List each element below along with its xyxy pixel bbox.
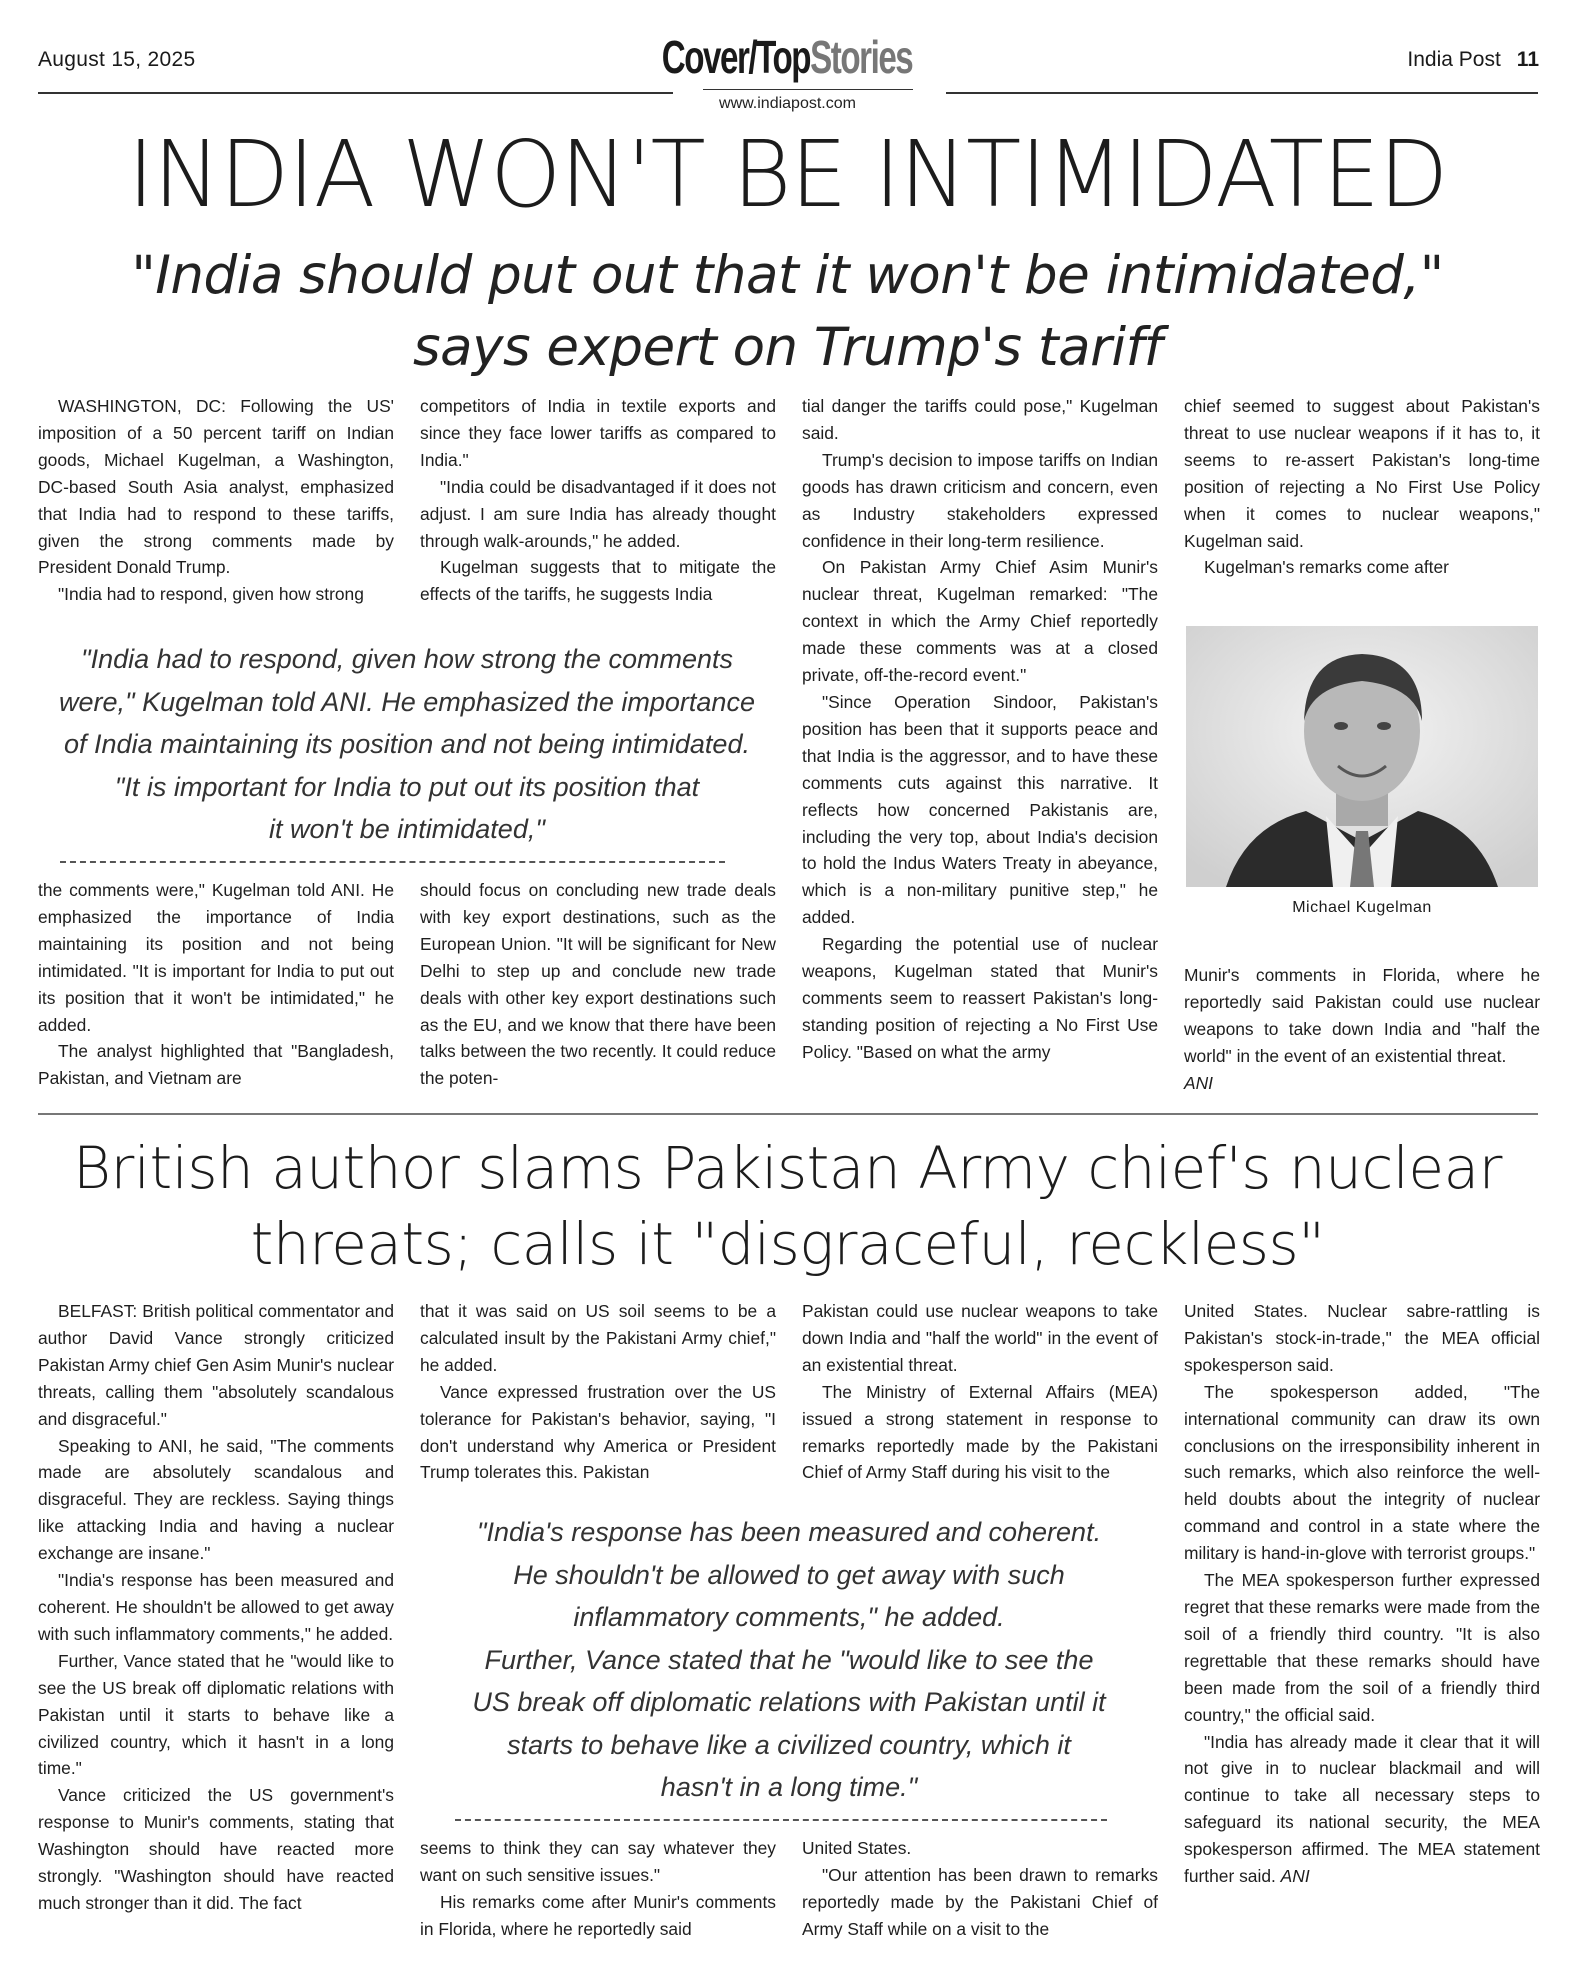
story1-headline: INDIA WON'T BE INTIMIDATED: [127, 121, 1448, 228]
story-divider: [38, 1113, 1538, 1115]
story2-col2-bottom: [420, 1835, 776, 1943]
paragraph: "Since Operation Sindoor, Pakistan's position has been that it supports peace and that India is the aggressor, and to have these comments cuts against this narrative. It reflects how concerned Pakistanis are, including the very top, about India's decision to hold the Indus Waters Treaty in abeyance, which is a non-military punitive step," he added.: [802, 691, 1158, 928]
paragraph: chief seemed to suggest about Pakistan's threat to use nuclear weapons if it has to, it seems to re-assert Pakistan's long-time position of rejecting a No First Use Policy when it comes to nuclear weapons," Kugelman said.: [1184, 396, 1540, 551]
story1-deck: [60, 240, 1515, 384]
paragraph: BELFAST: British political commentator and author David Vance strongly criticized Pakistan Army chief Gen Asim Munir's nuclear threats, calling them "absolutely scandalous and disgraceful.": [38, 1301, 394, 1429]
paragraph: competitors of India in textile exports and since they face lower tariffs as compared to India.": [420, 396, 776, 470]
story2-col1: [38, 1298, 394, 1917]
paragraph: Further, Vance stated that he "would like to see the US break off diplomatic relations with Pakistan until it starts to behave like a civilized country, which it hasn't in a long time.": [38, 1650, 394, 1779]
paragraph: Kugelman's remarks come after: [1204, 557, 1449, 578]
paragraph: [1184, 1729, 1540, 1890]
story2-col3-bottom: [802, 1835, 1158, 1943]
masthead-rule-right: [946, 92, 1538, 94]
story2-credit: ANI: [1280, 1866, 1310, 1887]
paragraph: United States. Nuclear sabre-rattling is Pakistan's stock-in-trade," the MEA official spokesperson said.: [1184, 1301, 1540, 1375]
story2-col4: [1184, 1298, 1540, 1890]
paragraph-text: Munir's comments in Florida, where he reportedly said Pakistan could use nuclear weapons to take down India and "half the world" in the event of an existential threat.: [1184, 965, 1540, 1066]
section-title: [0, 31, 1575, 83]
story1-col4-top: [1184, 393, 1540, 581]
paragraph: On Pakistan Army Chief Asim Munir's nuclear threat, Kugelman remarked: "The context in which the Army Chief reportedly made these comments was at a closed private, off-the-record event.": [802, 557, 1158, 686]
pullquote-line: starts to behave like a civilized country, which it: [507, 1729, 1071, 1760]
photo-caption: Michael Kugelman: [1292, 899, 1432, 916]
paragraph-text: "India has already made it clear that it will not give in to nuclear blackmail and will continue to take all necessary steps to safeguard its national security, the MEA spokesperson affirmed. The MEA statement further said.: [1184, 1731, 1540, 1887]
story1-pullquote: [38, 638, 776, 851]
story1-deck-line2: says expert on Trump's tariff: [413, 317, 1162, 378]
paragraph: The Ministry of External Affairs (MEA) issued a strong statement in response to remarks reportedly made by the Pakistani Chief of Army Staff during his visit to the: [802, 1381, 1158, 1483]
paragraph: Pakistan could use nuclear weapons to take down India and "half the world" in the event of an existential threat.: [802, 1301, 1158, 1375]
story1-credit: ANI: [1184, 1072, 1213, 1093]
pullquote-line: of India maintaining its position and not being intimidated.: [64, 729, 750, 759]
pullquote-line: hasn't in a long time.": [660, 1772, 918, 1802]
masthead-rule-left: [38, 92, 673, 94]
paragraph: "India's response has been measured and coherent. He shouldn't be allowed to get away with such inflammatory comments," he added.: [38, 1570, 394, 1644]
publication-page: [1407, 48, 1539, 72]
pullquote-line: "India's response has been measured and coherent.: [476, 1517, 1102, 1547]
paragraph: seems to think they can say whatever they want on such sensitive issues.": [420, 1838, 776, 1885]
story2-headline-line1: British author slams Pakistan Army chief's nuclear: [73, 1134, 1502, 1202]
section-title-part2: Stories: [810, 31, 913, 83]
paragraph: Vance criticized the US government's response to Munir's comments, stating that Washington should have reacted more strongly. "Washington should have reacted much stronger than it did. The fact: [38, 1785, 394, 1913]
pullquote-line: US break off diplomatic relations with Pakistan until it: [472, 1687, 1106, 1717]
pullquote-line: were," Kugelman told ANI. He emphasized the importance: [59, 686, 755, 717]
paragraph: United States.: [802, 1838, 912, 1858]
story1-col2-bottom: [420, 877, 776, 1092]
story2-headline-line2: threats; calls it "disgraceful, reckless": [250, 1210, 1325, 1278]
pullquote-line: "India had to respond, given how strong the comments: [81, 644, 733, 674]
page-number: 11: [1516, 48, 1539, 71]
kugelman-photo: [1186, 626, 1538, 887]
paragraph: Kugelman suggests that to mitigate the effects of the tariffs, he suggests India: [420, 557, 776, 605]
story1-col3: [802, 393, 1158, 1066]
paragraph: Regarding the potential use of nuclear weapons, Kugelman stated that Munir's comments seem to reassert Pakistan's long-standing position of rejecting a No First Use Policy. "Based on what the army: [802, 934, 1158, 1062]
story1-col2-top: [420, 393, 776, 608]
paragraph: The analyst highlighted that "Bangladesh, Pakistan, and Vietnam are: [38, 1041, 394, 1089]
story1-col1-top: [38, 393, 394, 608]
paragraph: WASHINGTON, DC: Following the US' imposition of a 50 percent tariff on Indian goods, Michael Kugelman, a Washington, DC-based South Asia analyst, emphasized that India had to respond to these tariffs, given the strong comments made by President Donald Trump.: [38, 396, 394, 578]
pullquote-line: "It is important for India to put out its position that: [114, 771, 700, 802]
site-url: www.indiapost.com: [719, 95, 856, 112]
story1-col1-bottom: [38, 877, 394, 1092]
pullquote-line: it won't be intimidated,": [269, 814, 545, 844]
pullquote-rule: [455, 1819, 1107, 1821]
paragraph: "Our attention has been drawn to remarks reportedly made by the Pakistani Chief of Army Staff while on a visit to the: [802, 1864, 1158, 1939]
story1-col4-bottom: [1184, 962, 1540, 1097]
issue-date: August 15, 2025: [38, 48, 196, 71]
pullquote-rule: [60, 861, 725, 863]
section-title-part1: Cover/Top: [662, 31, 811, 83]
story1-deck-line1: "India should put out that it won't be intimidated,": [131, 245, 1444, 306]
paragraph: tial danger the tariffs could pose," Kugelman said.: [802, 396, 1158, 443]
paragraph: should focus on concluding new trade deals with key export destinations, such as the European Union. "It will be significant for New Delhi to step up and conclude new trade deals with other key export destinations such as the EU, and we know that there have been talks between the two recently. It could reduce the poten-: [420, 880, 776, 1089]
story2-col2-top: [420, 1298, 776, 1486]
paragraph: that it was said on US soil seems to be a calculated insult by the Pakistani Army chief," he added.: [420, 1301, 776, 1375]
paragraph: "India had to respond, given how strong: [58, 584, 364, 605]
paragraph: The MEA spokesperson further expressed regret that these remarks were made from the soil of a friendly third country. "It is also regrettable that these remarks should have been made from the soil of a friendly third country," the official said.: [1184, 1570, 1540, 1725]
story2-col3-top: [802, 1298, 1158, 1486]
paragraph: the comments were," Kugelman told ANI. He emphasized the importance of India maintaining its position and not being intimidated. "It is important for India to put out its position that it won't be intimidated," he added.: [38, 880, 394, 1035]
pullquote-line: Further, Vance stated that he "would like to see the: [484, 1644, 1094, 1675]
story2-headline: [40, 1130, 1535, 1282]
story2-pullquote: [420, 1511, 1158, 1809]
paragraph: Trump's decision to impose tariffs on Indian goods has drawn criticism and concern, even as Industry stakeholders expressed confidence in their long-term resilience.: [802, 449, 1158, 551]
publication-name: India Post: [1407, 48, 1501, 71]
paragraph: Vance expressed frustration over the US tolerance for Pakistan's behavior, saying, "I don't understand why America or President Trump tolerates this. Pakistan: [420, 1381, 776, 1483]
paragraph: Speaking to ANI, he said, "The comments made are absolutely scandalous and disgraceful. They are reckless. Saying things like attacking India and having a nuclear exchange are insane.": [38, 1435, 394, 1564]
paragraph: The spokesperson added, "The international community can draw its own conclusions on the irresponsibility inherent in such remarks, which also reinforce the well-held doubts about the integrity of nuclear command and control in a state where the military is hand-in-glove with terrorist groups.": [1184, 1381, 1540, 1564]
masthead-url-rule: [703, 89, 913, 90]
portrait-image: [1186, 626, 1538, 887]
paragraph: His remarks come after Munir's comments in Florida, where he reportedly said: [420, 1891, 776, 1939]
pullquote-line: inflammatory comments," he added.: [573, 1602, 1005, 1632]
pullquote-line: He shouldn't be allowed to get away with such: [513, 1559, 1065, 1590]
paragraph: [1184, 962, 1540, 1097]
paragraph: "India could be disadvantaged if it does not adjust. I am sure India has already thought through walk-arounds," he added.: [420, 476, 776, 551]
